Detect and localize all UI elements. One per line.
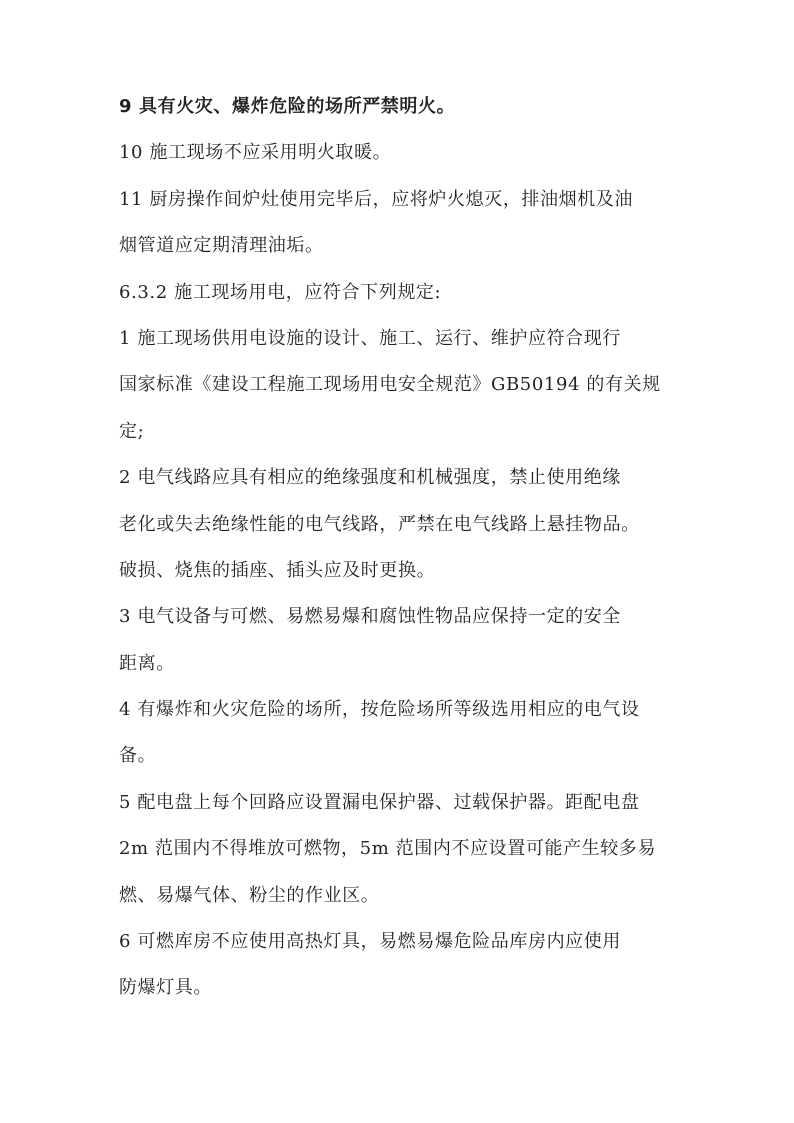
item-4-text-line-2: 备。 (119, 745, 157, 767)
item-9-heading: 9 具有火灾、爆炸危险的场所严禁明火。 (119, 96, 456, 117)
item-11-text-line-1: 11 厨房操作间炉灶使用完毕后，应将炉火熄灭，排油烟机及油 (119, 188, 634, 210)
item-1-text-line-2: 国家标准《建设工程施工现场用电安全规范》GB50194 的有关规 (119, 374, 661, 396)
item-3-text-line-1: 3 电气设备与可燃、易燃易爆和腐蚀性物品应保持一定的安全 (119, 606, 621, 628)
item-2-text-line-1: 2 电气线路应具有相应的绝缘强度和机械强度，禁止使用绝缘 (119, 467, 621, 489)
item-10-text: 10 施工现场不应采用明火取暖。 (119, 142, 392, 164)
item-2-text-line-3: 破损、烧焦的插座、插头应及时更换。 (119, 559, 436, 581)
document-body (119, 84, 679, 1012)
item-3-text-line-2: 距离。 (119, 652, 175, 674)
item-5-text-line-2: 2m 范围内不得堆放可燃物，5m 范围内不应设置可能产生较多易 (119, 838, 657, 860)
item-6-text-line-1: 6 可燃库房不应使用高热灯具，易燃易爆危险品库房内应使用 (119, 931, 621, 953)
item-4-text-line-1: 4 有爆炸和火灾危险的场所，按危险场所等级选用相应的电气设 (119, 699, 640, 721)
item-6-text-line-2: 防爆灯具。 (119, 977, 212, 999)
item-1-text-line-1: 1 施工现场供用电设施的设计、施工、运行、维护应符合现行 (119, 327, 621, 349)
item-1-text-line-3: 定; (119, 420, 145, 442)
item-5-text-line-1: 5 配电盘上每个回路应设置漏电保护器、过载保护器。距配电盘 (119, 791, 640, 813)
item-2-text-line-2: 老化或失去绝缘性能的电气线路，严禁在电气线路上悬挂物品。 (119, 513, 640, 535)
item-11-text-line-2: 烟管道应定期清理油垢。 (119, 235, 324, 257)
section-6-3-2-heading: 6.3.2 施工现场用电，应符合下列规定: (119, 281, 442, 303)
item-5-text-line-3: 燃、易爆气体、粉尘的作业区。 (119, 884, 380, 906)
